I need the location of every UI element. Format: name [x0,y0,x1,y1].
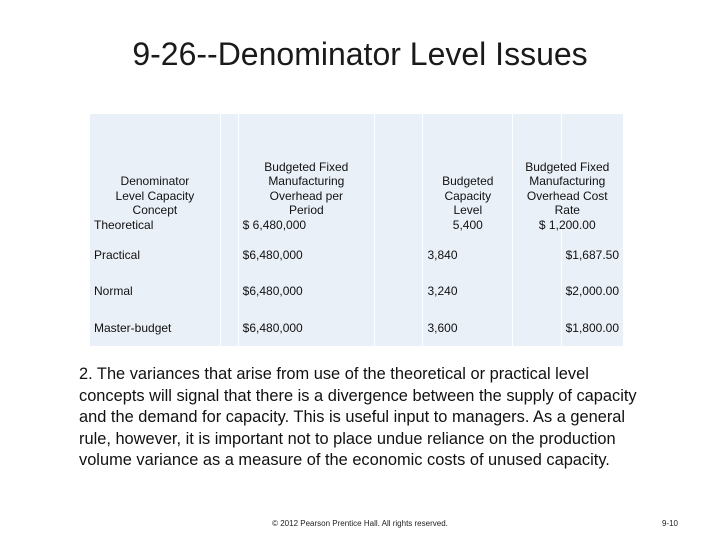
column-separator [220,114,238,236]
header-capacity [423,114,513,236]
header-fixed-overhead [238,114,374,236]
table-row [90,114,623,236]
header-fixed-overhead-line: Overhead per [269,188,344,203]
table-cell-fixed-overhead: $6,480,000 [238,236,374,273]
header-fixed-overhead-line: Period [288,203,324,218]
header-rate-line: Rate [554,203,580,218]
table-row [90,273,623,310]
column-separator [375,114,423,236]
explanation-paragraph: 2. The variances that arise from use of the theoretical or practical level concepts will signal that there is a divergence between the supply of capacity and the demand for capacity. This is useful input to managers. As a general rule, however, it is important not to place undue reliance on the production volume variance as a measure of the economic costs of unused capacity. [79,365,637,469]
slide-number: 9-10 [661,519,678,528]
column-separator [375,273,423,310]
column-separator [513,309,561,346]
table-cell-fixed-overhead: $6,480,000 [238,309,374,346]
column-separator [220,273,238,310]
capacity-table-panel [90,114,623,346]
table-cell-concept: Theoretical [94,217,154,232]
header-fixed-overhead-line: Manufacturing [268,174,345,189]
table-cell-fixed-overhead: $6,480,000 [238,273,374,310]
table-cell-rate: $1,687.50 [561,236,623,273]
table-cell-capacity: 3,600 [423,309,513,346]
column-separator [375,236,423,273]
header-rate-line: Manufacturing [529,174,606,189]
slide-title: 9-26--Denominator Level Issues [132,36,588,72]
table-cell-rate: $2,000.00 [561,273,623,310]
table-cell-concept: Master-budget [94,320,172,335]
header-concept [90,114,220,236]
table-cell-capacity: 5,400 [452,217,483,232]
table-cell-rate: $ 1,200.00 [538,217,596,232]
column-separator [375,309,423,346]
header-concept-line: Concept [132,203,178,218]
column-separator [220,309,238,346]
header-fixed-overhead-line: Budgeted Fixed [264,159,349,174]
header-concept-line: Level Capacity [115,188,195,203]
table-cell-concept: Normal [94,284,133,299]
column-separator [220,236,238,273]
table-row [90,309,623,346]
table-cell-rate: $1,800.00 [561,309,623,346]
table-cell-capacity: 3,840 [423,236,513,273]
header-capacity-line: Budgeted [442,174,494,189]
header-concept-line: Denominator [120,174,190,189]
header-capacity-line: Capacity [444,188,492,203]
column-separator [513,236,561,273]
header-rate-line: Overhead Cost [526,188,608,203]
capacity-table [90,114,623,346]
header-capacity-line: Level [453,203,483,218]
table-cell-concept: Practical [94,247,141,262]
table-row [90,236,623,273]
header-rate-line: Budgeted Fixed [525,159,610,174]
header-rate [525,114,623,236]
table-cell-fixed-overhead: $ 6,480,000 [242,217,307,232]
column-separator [513,273,561,310]
copyright-footer: © 2012 Pearson Prentice Hall. All rights reserved. [272,519,448,528]
table-cell-capacity: 3,240 [423,273,513,310]
